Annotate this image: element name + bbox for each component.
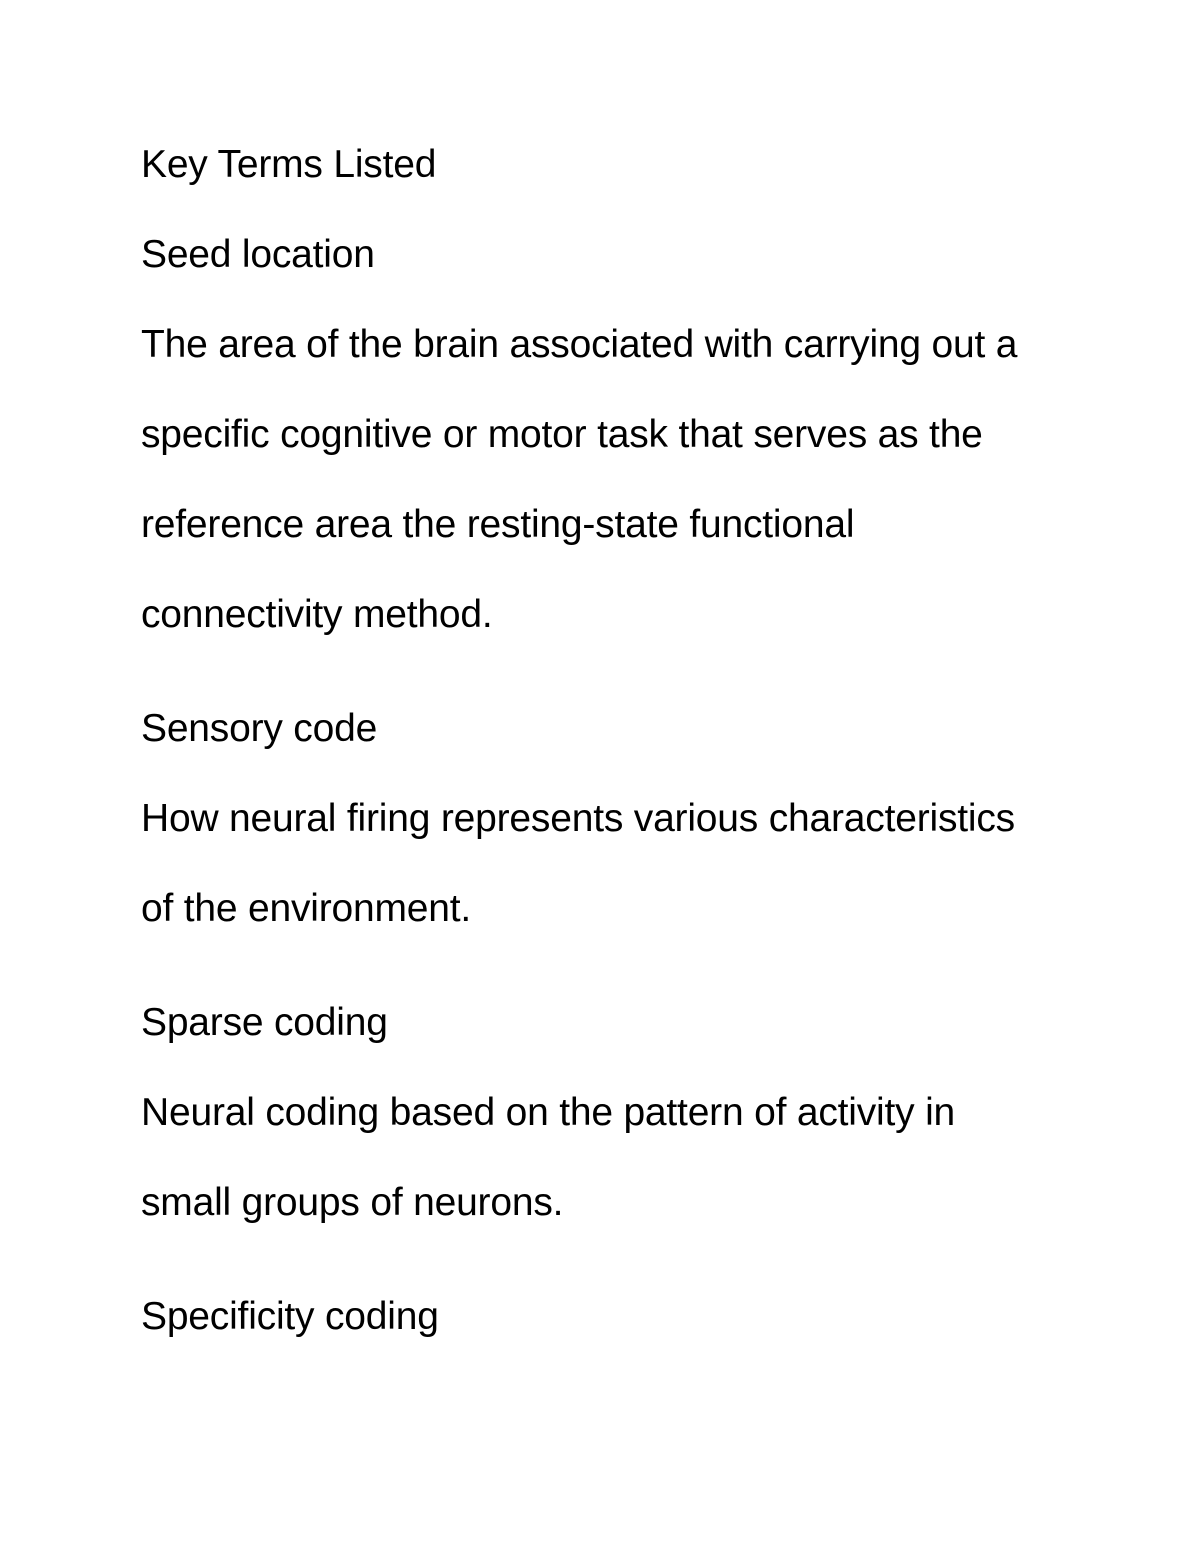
definition-line: reference area the resting-state functional xyxy=(141,503,855,546)
term-specificity-coding: Specificity coding xyxy=(141,1295,439,1338)
definition-line: small groups of neurons. xyxy=(141,1181,564,1224)
term-sparse-coding: Sparse coding xyxy=(141,1001,388,1044)
document-heading: Key Terms Listed xyxy=(141,143,437,186)
definition-line: How neural firing represents various characteristics xyxy=(141,797,1015,840)
definition-line: Neural coding based on the pattern of activity in xyxy=(141,1091,956,1134)
term-sensory-code: Sensory code xyxy=(141,707,378,750)
definition-line: The area of the brain associated with carrying out a xyxy=(141,323,1018,366)
definition-line: of the environment. xyxy=(141,887,472,930)
definition-line: connectivity method. xyxy=(141,593,493,636)
term-seed-location: Seed location xyxy=(141,233,375,276)
definition-line: specific cognitive or motor task that serves as the xyxy=(141,413,983,456)
